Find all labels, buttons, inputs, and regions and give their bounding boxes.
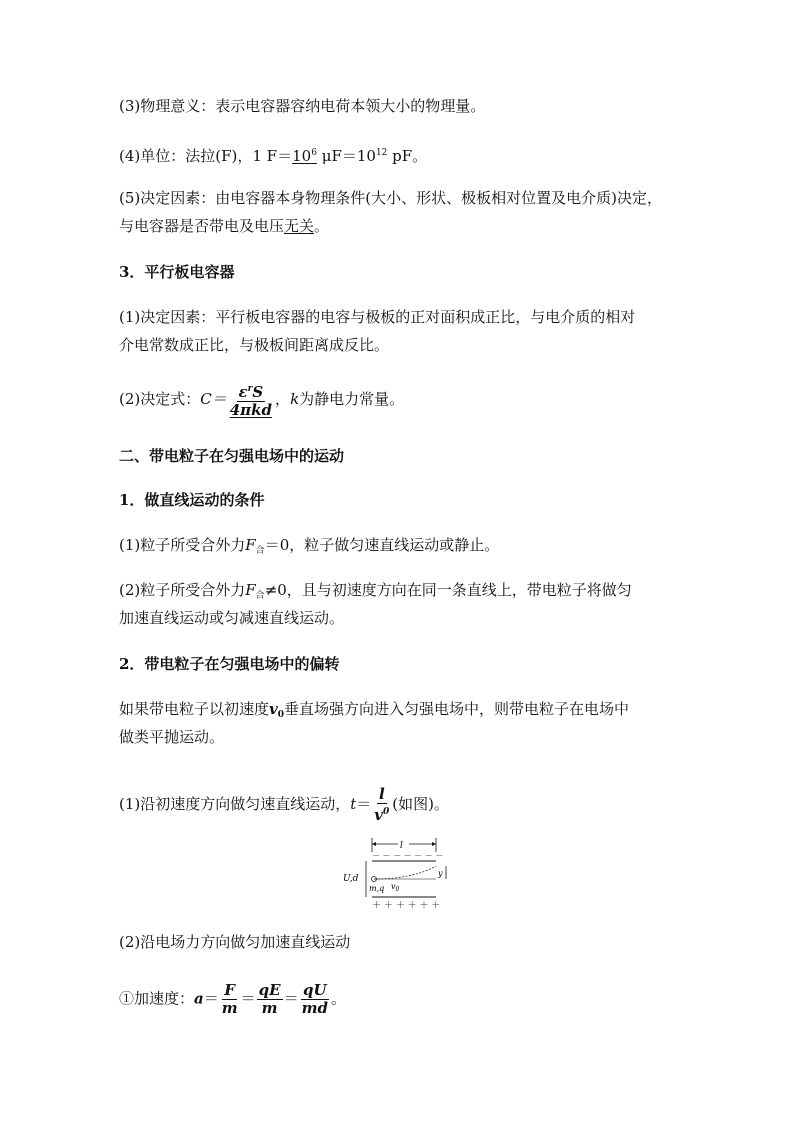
epsilon: ε bbox=[238, 383, 248, 401]
unit-line bbox=[119, 143, 427, 166]
sub2-heading bbox=[119, 654, 339, 674]
sub1-item2-prefix: (2)粒子所受合外力 bbox=[119, 581, 246, 599]
sub1-heading-text: 1．做直线运动的条件 bbox=[119, 491, 265, 509]
l-arrowhead-right bbox=[432, 842, 436, 846]
pp-factors-line-2 bbox=[119, 335, 389, 355]
pp-formula-lhs: C＝ bbox=[200, 390, 227, 408]
sub2-intro-prefix: 如果带电粒子以初速度 bbox=[119, 700, 270, 718]
time-fraction bbox=[372, 786, 391, 824]
accel-eq-2: ＝ bbox=[240, 989, 256, 1008]
sub1-item2-sub: 合 bbox=[255, 591, 265, 601]
pp-k: k bbox=[290, 390, 300, 408]
parallel-plate-heading bbox=[119, 262, 234, 282]
sub1-item1-prefix: (1)粒子所受合外力 bbox=[119, 536, 246, 554]
accel-fraction-1 bbox=[220, 982, 240, 1017]
sub2-intro-line2 bbox=[119, 727, 224, 747]
accel-suffix: 。 bbox=[330, 989, 346, 1008]
label-y: y bbox=[438, 869, 443, 878]
accel-eq-3: ＝ bbox=[283, 989, 299, 1008]
top-plate: － － － － － － － bbox=[372, 851, 444, 860]
sub2-intro-v: v bbox=[269, 700, 278, 718]
meaning-text: (3)物理意义：表示电容器容纳电荷本领大小的物理量。 bbox=[119, 97, 486, 115]
factors-text-2: 与电容器是否带电及电压 bbox=[119, 217, 285, 235]
accel-f3-den: md bbox=[301, 999, 328, 1017]
accel-a: a bbox=[194, 989, 204, 1008]
pp-factors-line-1 bbox=[119, 307, 635, 327]
capacitance-numerator bbox=[237, 381, 266, 402]
unit-suffix: pF。 bbox=[387, 147, 428, 165]
accel-eq-1: ＝ bbox=[203, 989, 219, 1008]
label-v0-sub: 0 bbox=[395, 886, 400, 893]
sub1-item2-line1 bbox=[119, 580, 632, 606]
section2-heading bbox=[119, 446, 344, 466]
sub2-item1 bbox=[119, 786, 449, 824]
label-mq: m,q bbox=[369, 884, 385, 893]
sub1-item2-line2-text: 加速直线运动或匀减速直线运动。 bbox=[119, 609, 345, 627]
area-s: S bbox=[252, 383, 264, 401]
sub1-item2-f: F bbox=[245, 581, 256, 599]
time-numerator: l bbox=[378, 785, 385, 803]
accel-f2-num: qE bbox=[258, 981, 281, 999]
epsilon-sub: r bbox=[247, 384, 253, 394]
accel-f1-num: F bbox=[224, 981, 236, 999]
section2-heading-text: 二、带电粒子在匀强电场中的运动 bbox=[119, 447, 345, 465]
sub2-intro-suffix: 垂直场强方向进入匀强电场中，则带电粒子在电场中 bbox=[284, 700, 630, 718]
accel-f2-den: m bbox=[261, 999, 278, 1017]
pp-factors-text-2: 介电常数成正比，与极板间距离成反比。 bbox=[119, 336, 390, 354]
unit-exp1-sup: 6 bbox=[311, 148, 317, 158]
factors-suffix: 。 bbox=[314, 217, 330, 235]
bottom-plate: ＋ ＋ ＋ ＋ ＋ ＋ bbox=[372, 901, 441, 911]
sub2-item1-eq: ＝ bbox=[356, 795, 372, 813]
deflection-diagram bbox=[343, 836, 453, 912]
capacitance-denominator: 4πkd bbox=[229, 401, 273, 419]
sub1-item2-suffix: ≠0，且与初速度方向在同一条直线上，带电粒子将做匀 bbox=[264, 581, 632, 599]
sub2-item2-text: (2)沿电场力方向做匀加速直线运动 bbox=[119, 933, 351, 951]
sub2-item1-t: t bbox=[350, 795, 357, 813]
unit-prefix: (4)单位：法拉(F)，1 F＝ bbox=[119, 147, 293, 165]
sub1-item1-f: F bbox=[245, 536, 256, 554]
pp-formula-suffix: 为静电力常量。 bbox=[299, 390, 405, 408]
l-arrowhead-left bbox=[372, 842, 376, 846]
sub1-item2-line2 bbox=[119, 608, 344, 628]
meaning-line bbox=[119, 96, 485, 116]
time-den-sup: 0 bbox=[383, 807, 390, 817]
sub1-item1-suffix: ＝0，粒子做匀速直线运动或静止。 bbox=[264, 536, 500, 554]
pp-factors-text-1: (1)决定因素：平行板电容器的电容与极板的正对面积成正比，与电介质的相对 bbox=[119, 308, 636, 326]
sub2-heading-text: 2．带电粒子在匀强电场中的偏转 bbox=[119, 655, 340, 673]
label-l: l bbox=[400, 841, 403, 851]
factors-line-2 bbox=[119, 216, 329, 236]
sub2-item1-suffix: (如图)。 bbox=[392, 795, 449, 813]
accel-line bbox=[119, 982, 346, 1017]
sub1-heading bbox=[119, 490, 264, 510]
time-denominator bbox=[372, 804, 391, 824]
unit-mid: μF＝10 bbox=[316, 147, 376, 165]
factors-line-1 bbox=[119, 188, 662, 208]
sub1-item1 bbox=[119, 535, 499, 561]
accel-prefix: ①加速度： bbox=[119, 989, 195, 1008]
unit-exp1-base: 10 bbox=[292, 147, 312, 165]
label-v0-v: v bbox=[391, 882, 396, 891]
unit-exp1 bbox=[292, 147, 317, 165]
accel-f3-num: qU bbox=[302, 981, 327, 999]
sub2-intro-line2-text: 做类平抛运动。 bbox=[119, 728, 225, 746]
label-ud: U,d bbox=[343, 874, 359, 884]
accel-fraction-3 bbox=[300, 982, 330, 1017]
sub2-intro-v-sub: 0 bbox=[277, 710, 284, 720]
factors-text-1: (5)决定因素：由电容器本身物理条件(大小、形状、极板相对位置及电介质)决定， bbox=[119, 189, 662, 207]
time-den-v: v bbox=[374, 806, 384, 824]
unit-exp2-sup: 12 bbox=[375, 148, 388, 158]
accel-f1-den: m bbox=[221, 999, 238, 1017]
sub2-intro-line1 bbox=[119, 699, 629, 725]
accel-fraction-2 bbox=[257, 982, 283, 1017]
sub1-item1-sub: 合 bbox=[255, 546, 265, 556]
pp-formula-prefix: (2)决定式： bbox=[119, 390, 201, 408]
factors-underlined: 无关 bbox=[284, 217, 315, 235]
parallel-plate-heading-text: 3．平行板电容器 bbox=[119, 263, 235, 281]
capacitance-fraction bbox=[228, 381, 274, 419]
sub2-item2 bbox=[119, 932, 350, 952]
sub2-item1-prefix: (1)沿初速度方向做匀速直线运动， bbox=[119, 795, 351, 813]
trajectory bbox=[374, 866, 436, 879]
label-v0 bbox=[391, 882, 400, 893]
pp-formula-line: (2)决定式：C＝ $\frac{\varepsilon^rS}{\text{4πkd}}$ ，k为静电力常量。 bbox=[119, 383, 405, 419]
